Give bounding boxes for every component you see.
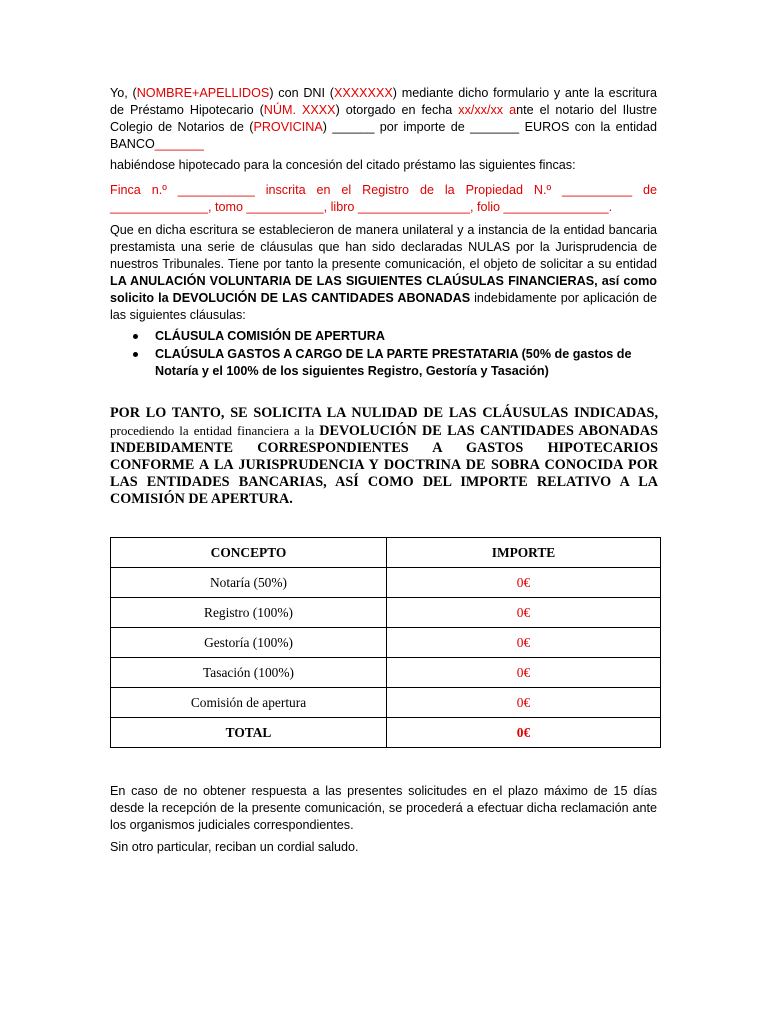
conclusion-bold-text: DEVOLUCIÓN DE LAS CANTIDADES ABONADAS INDEBIDAMENTE CORRESPONDIENTES A GASTOS HIPOTECARIOS CONFORME A LA JURISPRUDENCIA Y DOCTRINA DE SOBRA CONOCIDA POR LAS ENTIDADES BANCARIAS, ASÍ COMO DEL IMPORTE RELATIVO A LA COMISIÓN DE APERTURA. [110, 423, 659, 507]
clauses-list [110, 328, 657, 380]
clauses-bold-text: LA ANULACIÓN VOLUNTARIA DE LAS SIGUIENTES CLAÚSULAS FINANCIERAS, así como solicito la DEVOLUCIÓN DE LAS CANTIDADES ABONADAS [110, 274, 657, 305]
intro-text: nte el notario del Ilustre Colegio de Notarios de ( [110, 103, 657, 134]
table-row [111, 658, 661, 688]
province-placeholder: PROVICINA [253, 120, 323, 134]
table-header-row [111, 538, 661, 568]
amount-cell: 0€ [387, 598, 661, 628]
list-item-text: CLAÚSULA GASTOS A CARGO DE LA PARTE PRESTATARIA (50% de gastos de Notaría y el 100% de los siguientes Registro, Gestoría y Tasación) [155, 347, 632, 378]
concept-cell: Registro (100%) [111, 598, 387, 628]
list-item [110, 346, 657, 380]
total-row [111, 718, 661, 748]
table-row [111, 598, 661, 628]
intro-text: ) con DNI ( [269, 86, 334, 100]
list-item [110, 328, 657, 345]
clauses-text: Que en dicha escritura se establecieron de manera unilateral y a instancia de la entidad bancaria prestamista una serie de cláusulas que han sido declaradas NULAS por la Jurisprudencia de nuestros Tribunales. Tiene por tanto la presente comunicación, el objeto de solicitar a su entidad [110, 223, 657, 271]
deed-number-placeholder: NÚM. XXXX [263, 103, 336, 117]
intro-text: ) ______ por importe de _______ EUROS con la entidad BANCO [110, 120, 658, 151]
clauses-paragraph [110, 222, 657, 324]
finca-line: Finca n.º ___________ inscrita en el Registro de la Propiedad N.º __________ de ______________, tomo ___________, libro ________________, folio _______________. [110, 183, 657, 214]
total-amount: 0€ [387, 718, 661, 748]
list-item-text: CLÁUSULA COMISIÓN DE APERTURA [155, 329, 385, 343]
conclusion-bold-text: POR LO TANTO, SE SOLICITA LA NULIDAD DE LAS CLÁUSULAS INDICADAS, [110, 405, 658, 421]
intro-text: ) mediante dicho formulario y ante la escritura de Préstamo Hipotecario ( [110, 86, 657, 117]
concept-cell: Gestoría (100%) [111, 628, 387, 658]
intro-text: Yo, ( [110, 86, 137, 100]
total-label: TOTAL [111, 718, 387, 748]
table-row [111, 568, 661, 598]
concept-cell: Comisión de apertura [111, 688, 387, 718]
table-row [111, 688, 661, 718]
date-placeholder: xx/xx/xx a [458, 103, 517, 117]
fincas-intro: habiéndose hipotecado para la concesión del citado préstamo las siguientes fincas: [110, 158, 576, 172]
header-importe: IMPORTE [387, 538, 661, 568]
amount-cell: 0€ [387, 658, 661, 688]
concept-cell: Tasación (100%) [111, 658, 387, 688]
header-concepto: CONCEPTO [111, 538, 387, 568]
intro-text: ) otorgado en fecha [335, 103, 459, 117]
dni-placeholder: XXXXXXX [333, 86, 393, 100]
amounts-table [110, 537, 661, 748]
name-placeholder: NOMBRE+APELLIDOS [136, 86, 270, 100]
farewell-line: Sin otro particular, reciban un cordial saludo. [110, 840, 359, 854]
table-row [111, 628, 661, 658]
closing-paragraph: En caso de no obtener respuesta a las presentes solicitudes en el plazo máximo de 15 días desde la recepción de la presente comunicación, se procederá a efectuar dicha reclamación ante los organismos judiciales correspondientes. [110, 784, 657, 832]
amount-cell: 0€ [387, 688, 661, 718]
amount-cell: 0€ [387, 628, 661, 658]
clauses-text: indebidamente por aplicación de las siguientes cláusulas: [110, 291, 657, 322]
bullet-icon [133, 352, 138, 357]
conclusion-text: procediendo la entidad financiera a la [110, 423, 320, 438]
bullet-icon [133, 334, 138, 339]
conclusion-paragraph [110, 404, 658, 508]
amount-cell: 0€ [387, 568, 661, 598]
concept-cell: Notaría (50%) [111, 568, 387, 598]
bank-placeholder: _______ [154, 137, 204, 151]
intro-paragraph [110, 85, 657, 153]
